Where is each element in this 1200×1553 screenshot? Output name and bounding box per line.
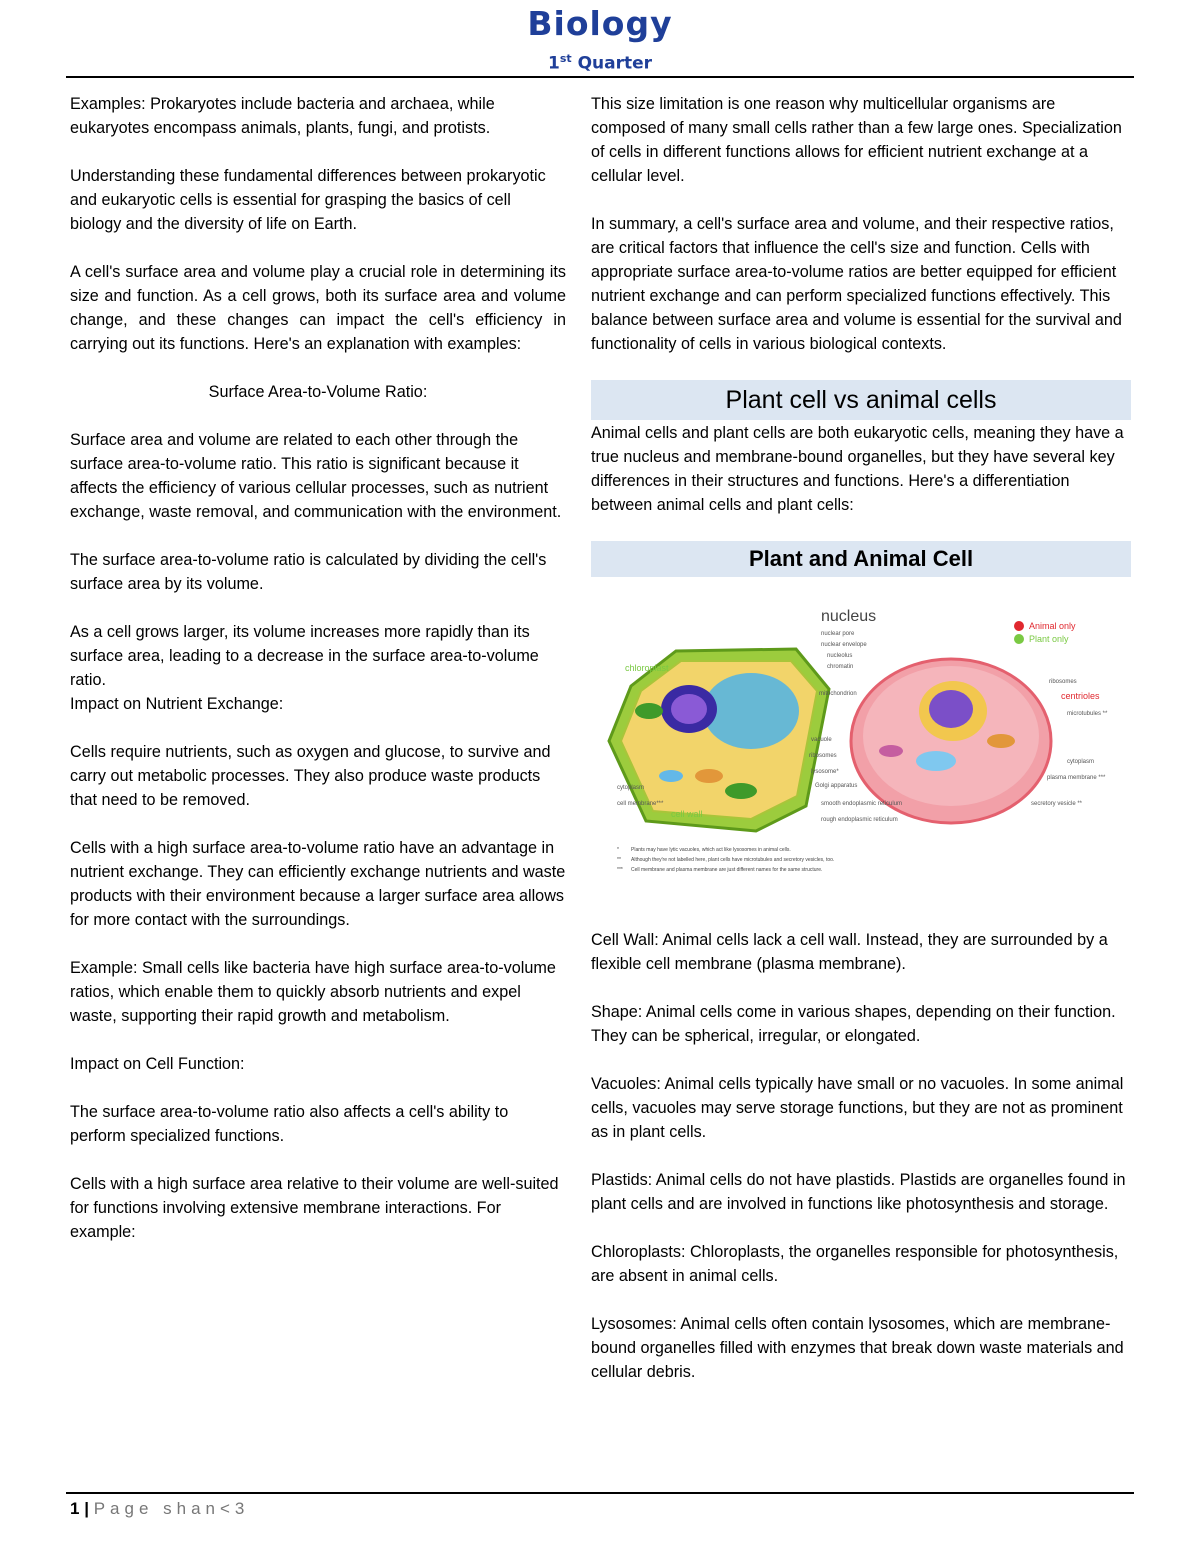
paragraph: Lysosomes: Animal cells often contain lysosomes, which are membrane-bound organelles filled with enzymes that break down waste materials and cellular debris. <box>591 1315 1124 1381</box>
footer-separator: | <box>84 1499 89 1518</box>
section-heading: Surface Area-to-Volume Ratio: <box>208 383 428 401</box>
paragraph: Understanding these fundamental differences between prokaryotic and eukaryotic cells is essential for grasping the basics of cell biology and the diversity of life on Earth. <box>70 167 546 233</box>
label-mitochondrion: mitochondrion <box>819 691 857 697</box>
label-plasma-membrane: plasma membrane *** <box>1047 775 1106 781</box>
document-title: Biology <box>527 4 673 43</box>
footnote: Plants may have lytic vacuoles, which act like lysosomes in animal cells. <box>631 847 791 853</box>
footnote-mark: ** <box>617 857 621 863</box>
label-nucleus: nucleus <box>821 608 877 625</box>
paragraph: The surface area-to-volume ratio also affects a cell's ability to perform specialized functions. <box>70 1103 509 1145</box>
footnote: Cell membrane and plasma membrane are just different names for the same structure. <box>631 867 823 873</box>
section-banner: Plant cell vs animal cells <box>591 380 1131 420</box>
paragraph: Vacuoles: Animal cells typically have small or no vacuoles. In some animal cells, vacuoles may serve storage functions, but they are not as prominent as in plant cells. <box>591 1075 1124 1141</box>
paragraph: As a cell grows larger, its volume increases more rapidly than its surface area, leading to a decrease in the surface area-to-volume ratio. <box>70 623 539 689</box>
page-footer <box>70 1497 249 1521</box>
legend-plant-only: Plant only <box>1029 634 1069 644</box>
document-subtitle <box>0 52 1200 74</box>
section-banner: Plant and Animal Cell <box>591 541 1131 577</box>
paragraph: Cell Wall: Animal cells lack a cell wall. Instead, they are surrounded by a flexible cell membrane (plasma membrane). <box>591 931 1108 973</box>
footnote-mark: *** <box>617 867 623 873</box>
legend-animal-only: Animal only <box>1029 621 1076 631</box>
label-cytoplasm-right: cytoplasm <box>1067 759 1095 765</box>
plant-only-swatch <box>1014 634 1024 644</box>
paragraph: Shape: Animal cells come in various shapes, depending on their function. They can be spherical, irregular, or elongated. <box>591 1003 1116 1045</box>
paragraph: Examples: Prokaryotes include bacteria and archaea, while eukaryotes encompass animals, plants, fungi, and protists. <box>70 95 495 137</box>
subtitle-sup: st <box>559 52 572 65</box>
paragraph: This size limitation is one reason why multicellular organisms are composed of many small cells rather than a few large ones. Specialization of cells in different functions allows for efficient nutrient exchange at a cellular level. <box>591 95 1122 185</box>
label-nucleolus: nucleolus <box>827 653 853 659</box>
label-vacuole: vacuole <box>811 737 832 743</box>
paragraph: Plastids: Animal cells do not have plastids. Plastids are organelles found in plant cells and are involved in functions like photosynthesis and storage. <box>591 1171 1126 1213</box>
plant-animal-cell-diagram <box>591 591 1131 891</box>
paragraph: Surface area and volume are related to each other through the surface area-to-volume ratio. This ratio is significant because it affects the efficiency of various cellular processes, such as nutrient exchange, waste removal, and communication with the environment. <box>70 431 562 521</box>
label-smooth-er: smooth endoplasmic reticulum <box>821 801 903 807</box>
label-ribosomes-right: ribosomes <box>1049 679 1077 685</box>
section-heading: Impact on Cell Function: <box>70 1055 245 1073</box>
paragraph: Cells with a high surface area relative to their volume are well-suited for functions involving extensive membrane interactions. For example: <box>70 1175 559 1241</box>
label-ribosomes-center: ribosomes <box>809 753 837 759</box>
label-chromatin: chromatin <box>827 664 854 670</box>
label-rough-er: rough endoplasmic reticulum <box>821 817 898 823</box>
paragraph: A cell's surface area and volume play a crucial role in determining its size and function. As a cell grows, both its surface area and volume change, and these changes can impact the cell's efficiency in carrying out its functions. Here's an explanation with examples: <box>70 263 566 353</box>
animal-only-swatch <box>1014 621 1024 631</box>
paragraph: Chloroplasts: Chloroplasts, the organelles responsible for photosynthesis, are absent in animal cells. <box>591 1243 1119 1285</box>
paragraph: Cells require nutrients, such as oxygen and glucose, to survive and carry out metabolic processes. They also produce waste products that need to be removed. <box>70 743 551 809</box>
label-lysosome: lysosome* <box>811 769 839 775</box>
label-secretory-vesicle: secretory vesicle ** <box>1031 801 1083 807</box>
label-centrioles: centrioles <box>1061 691 1100 701</box>
label-chloroplast: chloroplast <box>625 663 669 673</box>
label-microtubules: microtubules ** <box>1067 711 1108 717</box>
diagram-footnotes <box>617 847 834 873</box>
footnote-mark: * <box>617 847 619 853</box>
paragraph: Cells with a high surface area-to-volume ratio have an advantage in nutrient exchange. They can efficiently exchange nutrients and waste products with their environment because a larger surface area allows for more contact with the surroundings. <box>70 839 566 929</box>
paragraph: The surface area-to-volume ratio is calculated by dividing the cell's surface area by its volume. <box>70 551 547 593</box>
paragraph: Animal cells and plant cells are both eukaryotic cells, meaning they have a true nucleus and membrane-bound organelles, but they have several key differences in their structures and functions. Here's a differentiation between animal cells and plant cells: <box>591 424 1124 514</box>
page-label: Page shan<3 <box>93 1499 250 1518</box>
footnote: Although they're not labelled here, plant cells have microtubules and secretory vesicles, too. <box>631 857 835 863</box>
left-column <box>70 92 566 1244</box>
footer-rule <box>66 1492 1134 1494</box>
label-golgi: Golgi apparatus <box>815 783 858 789</box>
header-rule <box>66 76 1134 78</box>
label-cell-wall: cell wall <box>671 809 703 819</box>
label-cell-membrane: cell membrane*** <box>617 801 664 807</box>
animal-cell-illustration <box>851 659 1051 823</box>
paragraph: Example: Small cells like bacteria have high surface area-to-volume ratios, which enable them to quickly absorb nutrients and expel waste, supporting their rapid growth and metabolism. <box>70 959 556 1025</box>
subtitle-text: Quarter <box>577 53 653 74</box>
label-nuclear-pore: nuclear pore <box>821 631 855 637</box>
paragraph: In summary, a cell's surface area and volume, and their respective ratios, are critical factors that influence the cell's size and function. Cells with appropriate surface area-to-volume ratios are better equipped for efficient nutrient exchange and can perform specialized functions effectively. This balance between surface area and volume is essential for the survival and functionality of cells in various biological contexts. <box>591 215 1122 353</box>
right-column <box>591 92 1131 1384</box>
label-cytoplasm-left: cytoplasm <box>617 785 645 791</box>
label-nuclear-envelope: nuclear envelope <box>821 642 867 648</box>
page-number: 1 <box>70 1499 80 1518</box>
subtitle-number: 1 <box>547 53 560 74</box>
section-heading: Impact on Nutrient Exchange: <box>70 695 284 713</box>
